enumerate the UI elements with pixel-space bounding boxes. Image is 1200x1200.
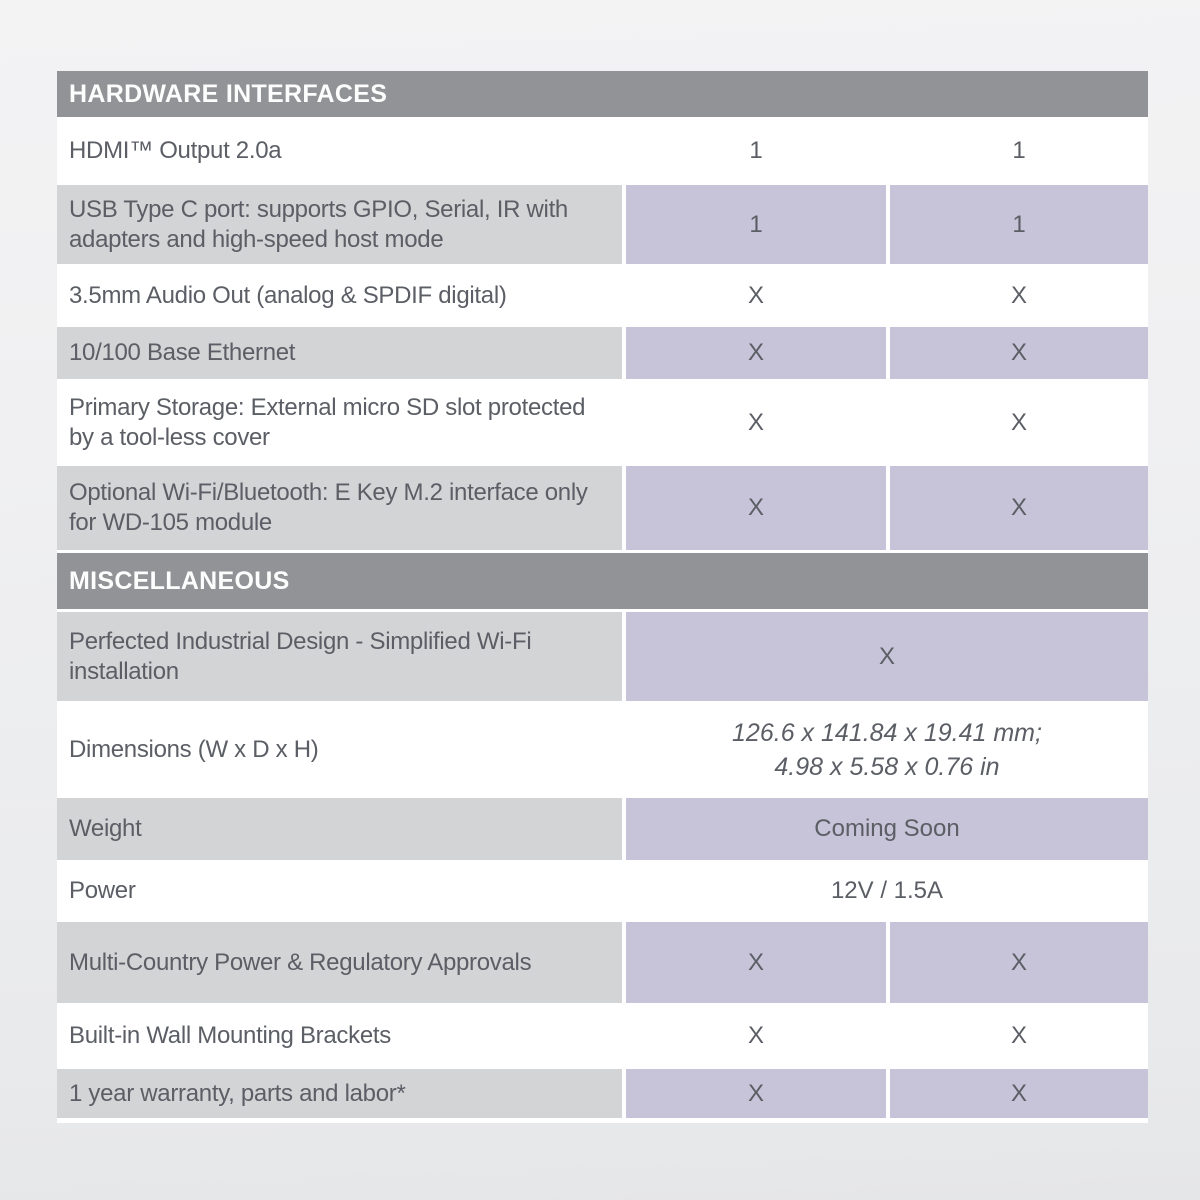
row-value-merged: 12V / 1.5A <box>626 863 1148 919</box>
row-value-col2: X <box>890 466 1148 550</box>
row-value-merged: Coming Soon <box>626 798 1148 860</box>
row-label: Primary Storage: External micro SD slot protected by a tool-less cover <box>57 382 622 463</box>
row-label: Perfected Industrial Design - Simplified Wi-Fi installation <box>57 612 622 701</box>
row-label: Weight <box>57 798 622 860</box>
row-label: Built-in Wall Mounting Brackets <box>57 1006 622 1066</box>
section-title: HARDWARE INTERFACES <box>69 79 388 108</box>
row-label: 1 year warranty, parts and labor* <box>57 1069 622 1118</box>
table-row-audio-out <box>57 267 1148 324</box>
dimensions-metric-line: 126.6 x 141.84 x 19.41 mm; <box>732 718 1042 747</box>
row-value-col1: X <box>626 466 886 550</box>
section-header-hardware-interfaces <box>57 71 1148 117</box>
table-row-hdmi-output <box>57 120 1148 182</box>
row-value-col2: X <box>890 327 1148 379</box>
row-value-col1: X <box>626 267 886 324</box>
table-row-wall-mounting <box>57 1006 1148 1066</box>
table-row-dimensions <box>57 704 1148 795</box>
table-row-optional-wifi-bluetooth <box>57 466 1148 550</box>
dimensions-imperial-line: 4.98 x 5.58 x 0.76 in <box>774 752 1000 781</box>
table-row-ethernet <box>57 327 1148 379</box>
row-label: HDMI™ Output 2.0a <box>57 120 622 182</box>
table-row-industrial-design <box>57 612 1148 701</box>
row-value-col2: 1 <box>890 120 1148 182</box>
table-row-warranty <box>57 1069 1148 1118</box>
table-row-weight <box>57 798 1148 860</box>
spec-table <box>57 71 1148 1123</box>
row-label: Dimensions (W x D x H) <box>57 704 622 795</box>
row-value-col2: X <box>890 267 1148 324</box>
section-header-miscellaneous <box>57 553 1148 609</box>
row-label: Optional Wi-Fi/Bluetooth: E Key M.2 interface only for WD-105 module <box>57 466 622 550</box>
row-value-merged: X <box>626 612 1148 701</box>
row-label: Power <box>57 863 622 919</box>
row-label: 10/100 Base Ethernet <box>57 327 622 379</box>
row-value-col1: X <box>626 922 886 1003</box>
row-value-col2: X <box>890 1069 1148 1118</box>
table-row-regulatory-approvals <box>57 922 1148 1003</box>
row-value-col1: X <box>626 1006 886 1066</box>
row-value-col2: X <box>890 1006 1148 1066</box>
row-value-col1: X <box>626 382 886 463</box>
row-label: 3.5mm Audio Out (analog & SPDIF digital) <box>57 267 622 324</box>
row-value-col1: 1 <box>626 120 886 182</box>
row-label: Multi-Country Power & Regulatory Approvals <box>57 922 622 1003</box>
row-value-col2: 1 <box>890 185 1148 264</box>
row-value-col1: X <box>626 1069 886 1118</box>
section-title: MISCELLANEOUS <box>69 566 290 595</box>
row-value-col2: X <box>890 922 1148 1003</box>
row-value-col2: X <box>890 382 1148 463</box>
table-row-primary-storage <box>57 382 1148 463</box>
row-label: USB Type C port: supports GPIO, Serial, IR with adapters and high-speed host mode <box>57 185 622 264</box>
row-value-col1: X <box>626 327 886 379</box>
table-row-power <box>57 863 1148 919</box>
row-value-merged <box>626 704 1148 795</box>
table-row-usb-type-c <box>57 185 1148 264</box>
row-value-col1: 1 <box>626 185 886 264</box>
